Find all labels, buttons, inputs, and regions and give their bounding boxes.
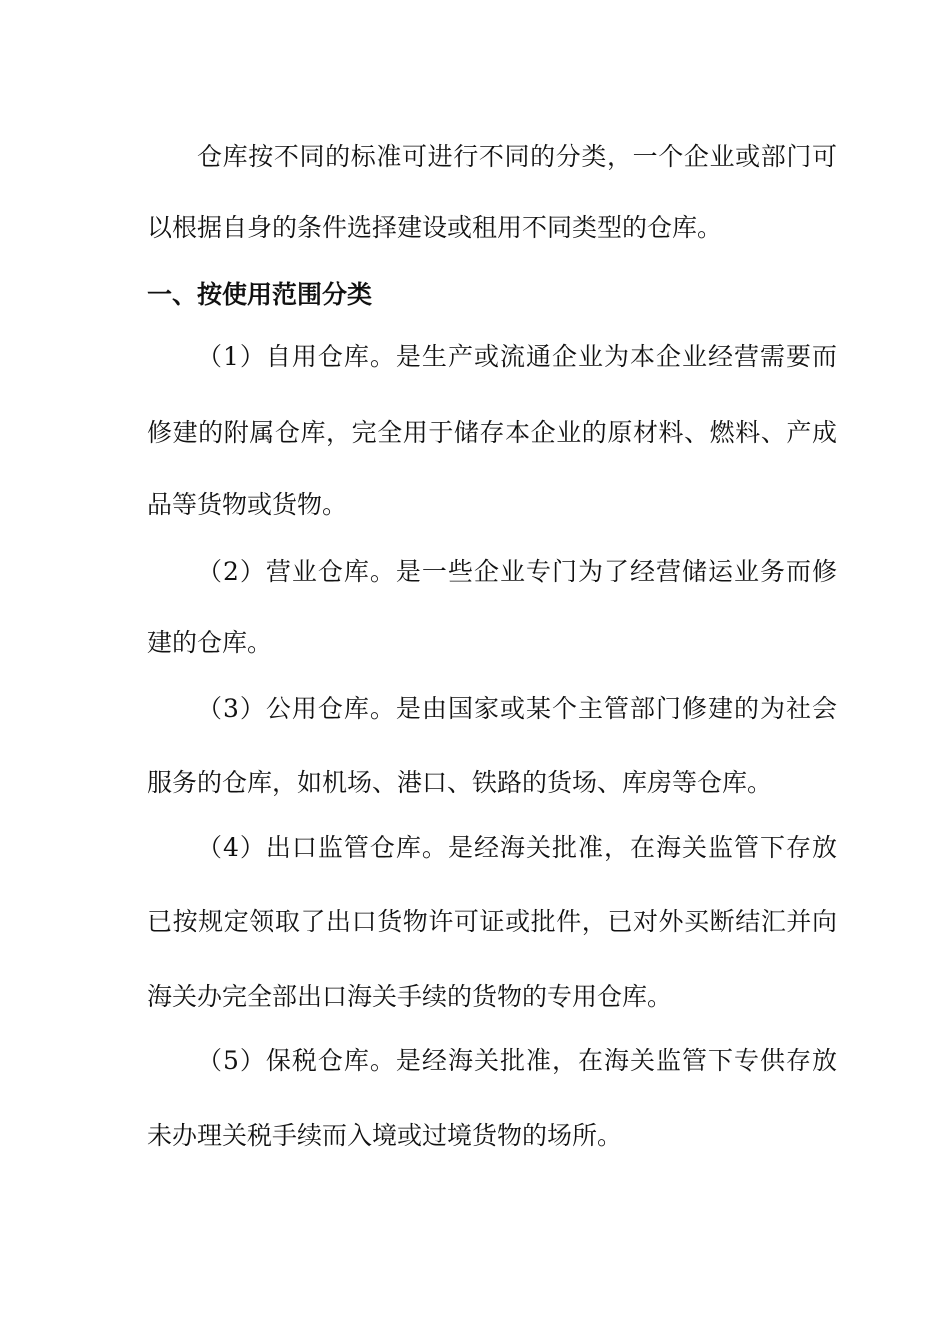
item-1-line-2: 修建的附属仓库，完全用于储存本企业的原材料、燃料、产成 xyxy=(147,418,837,447)
item-3-line-1: （3）公用仓库。是由国家或某个主管部门修建的为社会 xyxy=(197,694,837,723)
item-2-line-2: 建的仓库。 xyxy=(147,628,273,657)
item-2-line-1: （2）营业仓库。是一些企业专门为了经营储运业务而修 xyxy=(197,557,837,586)
section-heading: 一、按使用范围分类 xyxy=(147,280,373,309)
item-4-line-1: （4）出口监管仓库。是经海关批准，在海关监管下存放 xyxy=(197,833,837,862)
item-1-line-3: 品等货物或货物。 xyxy=(147,490,348,519)
item-4-line-3: 海关办完全部出口海关手续的货物的专用仓库。 xyxy=(147,982,673,1011)
intro-line-2: 以根据自身的条件选择建设或租用不同类型的仓库。 xyxy=(147,213,723,242)
item-1-line-1: （1）自用仓库。是生产或流通企业为本企业经营需要而 xyxy=(197,342,837,371)
item-4-line-2: 已按规定领取了出口货物许可证或批件，已对外买断结汇并向 xyxy=(147,907,837,936)
item-5-line-2: 未办理关税手续而入境或过境货物的场所。 xyxy=(147,1121,623,1150)
item-3-line-2: 服务的仓库，如机场、港口、铁路的货场、库房等仓库。 xyxy=(147,768,773,797)
item-5-line-1: （5）保税仓库。是经海关批准，在海关监管下专供存放 xyxy=(197,1046,837,1075)
intro-line-1: 仓库按不同的标准可进行不同的分类，一个企业或部门可 xyxy=(197,142,837,171)
